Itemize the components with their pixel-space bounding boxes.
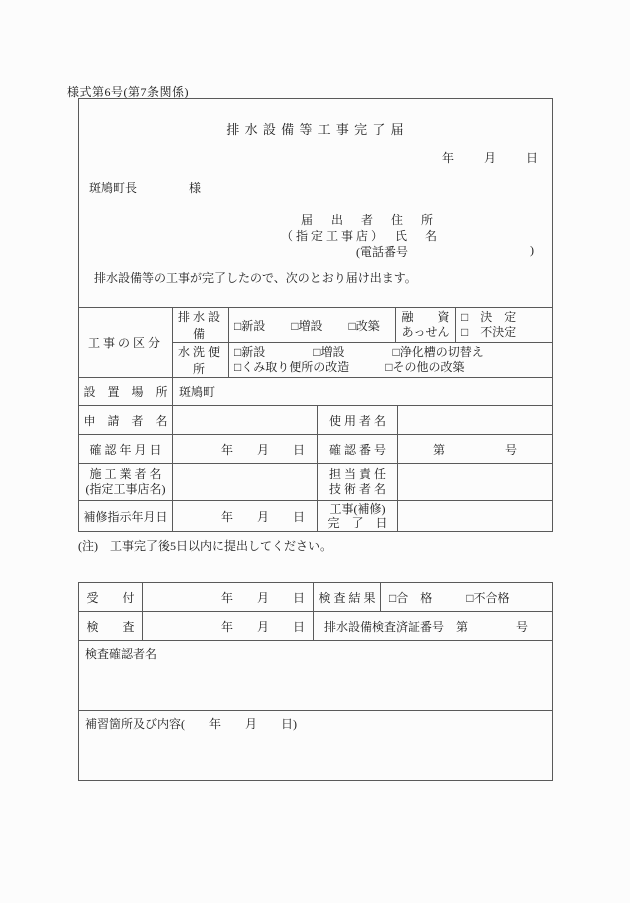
inspection-label: 検 査 xyxy=(79,612,143,641)
declarant-name-label: （指定工事店） 氏 名 xyxy=(281,229,441,243)
location-value: 斑鳩町 xyxy=(173,378,553,406)
checkbox-rebuild: □改築 xyxy=(348,318,380,333)
location-label: 設 置 場 所 xyxy=(79,378,173,406)
inspection-result-label: 検 査 結 果 xyxy=(314,583,381,612)
confirmation-number-blank: 第 号 xyxy=(398,435,553,464)
inspection-table xyxy=(78,582,553,781)
repair-completion-blank xyxy=(398,501,553,532)
certificate-number-cell xyxy=(314,612,553,641)
applicant-value-blank xyxy=(173,406,318,435)
phone-close-paren: ) xyxy=(530,243,534,257)
contractor-value-blank xyxy=(173,464,318,501)
user-label: 使 用 者 名 xyxy=(318,406,398,435)
engineer-value-blank xyxy=(398,464,553,501)
addressee: 斑鳩町長 xyxy=(89,181,138,195)
row-contractor xyxy=(79,464,553,501)
checkbox-undecided: □ 不決定 xyxy=(461,325,517,339)
repair-note-label: 補習箇所及び内容( 年 月 日) xyxy=(79,711,553,781)
user-value-blank xyxy=(398,406,553,435)
submission-date-blank: 年 月 日 xyxy=(441,151,540,165)
finance-label: 融 資 あっせん xyxy=(396,308,456,343)
toilet-label: 水洗便所 xyxy=(173,343,229,378)
row-inspector xyxy=(79,641,553,711)
applicant-label: 申 請 者 名 xyxy=(79,406,173,435)
note-text: (注) 工事完了後5日以内に提出してください。 xyxy=(78,539,332,553)
finance-options xyxy=(456,308,553,343)
row-inspection xyxy=(79,612,553,641)
checkbox-new: □新設 xyxy=(234,318,266,333)
toilet-options xyxy=(229,343,553,378)
form-number: 様式第6号(第7条関係) xyxy=(67,85,189,99)
checkbox-toilet-new: □新設 xyxy=(234,345,266,359)
confirmation-date-blank: 年 月 日 xyxy=(173,435,318,464)
certificate-number-blank: 第 号 xyxy=(456,619,529,634)
checkbox-decided: □ 決 定 xyxy=(461,310,517,324)
checkbox-pass: □合 格 xyxy=(389,590,433,605)
form-header-box xyxy=(78,98,553,307)
drainage-label: 排水設備 xyxy=(173,308,229,343)
contractor-label: 施 工 業 者 名 (指定工事店名) xyxy=(79,464,173,501)
addressee-row xyxy=(89,179,201,196)
checkbox-other-rebuild: □その他の改築 xyxy=(385,360,465,374)
repair-date-label: 補修指示年月日 xyxy=(79,501,173,532)
phone-label: (電話番号 xyxy=(356,245,408,259)
certificate-number-label: 排水設備検査済証番号 xyxy=(324,619,445,634)
reception-label: 受 付 xyxy=(79,583,143,612)
row-location xyxy=(79,378,553,406)
inspector-name-label: 検査確認者名 xyxy=(79,641,553,711)
row-confirmation xyxy=(79,435,553,464)
declarant-address-label: 届 出 者 住 所 xyxy=(301,213,437,227)
statement-text: 排水設備等の工事が完了したので、次のとおり届け出ます。 xyxy=(94,271,417,285)
honorific: 様 xyxy=(189,181,202,195)
confirmation-number-label: 確 認 番 号 xyxy=(318,435,398,464)
row-repair-instruction xyxy=(79,501,553,532)
checkbox-pit-toilet-remodel: □くみ取り便所の改造 xyxy=(234,360,350,374)
checkbox-fail: □不合格 xyxy=(466,590,510,605)
checkbox-septic-switch: □浄化槽の切替え xyxy=(392,345,484,359)
reception-date-blank: 年 月 日 xyxy=(143,583,314,612)
work-category-label: 工事の区分 xyxy=(79,308,173,378)
row-reception xyxy=(79,583,553,612)
phone-row xyxy=(79,243,552,260)
row-repair-note xyxy=(79,711,553,781)
inspection-result-options xyxy=(381,583,553,612)
confirmation-date-label: 確 認 年 月 日 xyxy=(79,435,173,464)
row-drainage xyxy=(79,308,553,343)
checkbox-toilet-extension: □増設 xyxy=(313,345,345,359)
repair-completion-label: 工事(補修) 完 了 日 xyxy=(318,501,398,532)
row-applicant xyxy=(79,406,553,435)
checkbox-extension: □増設 xyxy=(291,318,323,333)
repair-date-blank: 年 月 日 xyxy=(173,501,318,532)
form-title: 排 水 設 備 等 工 事 完 了 届 xyxy=(226,122,405,137)
drainage-options xyxy=(229,308,396,343)
engineer-label: 担 当 責 任 技 術 者 名 xyxy=(318,464,398,501)
work-completion-table xyxy=(78,307,553,532)
inspection-date-blank: 年 月 日 xyxy=(143,612,314,641)
